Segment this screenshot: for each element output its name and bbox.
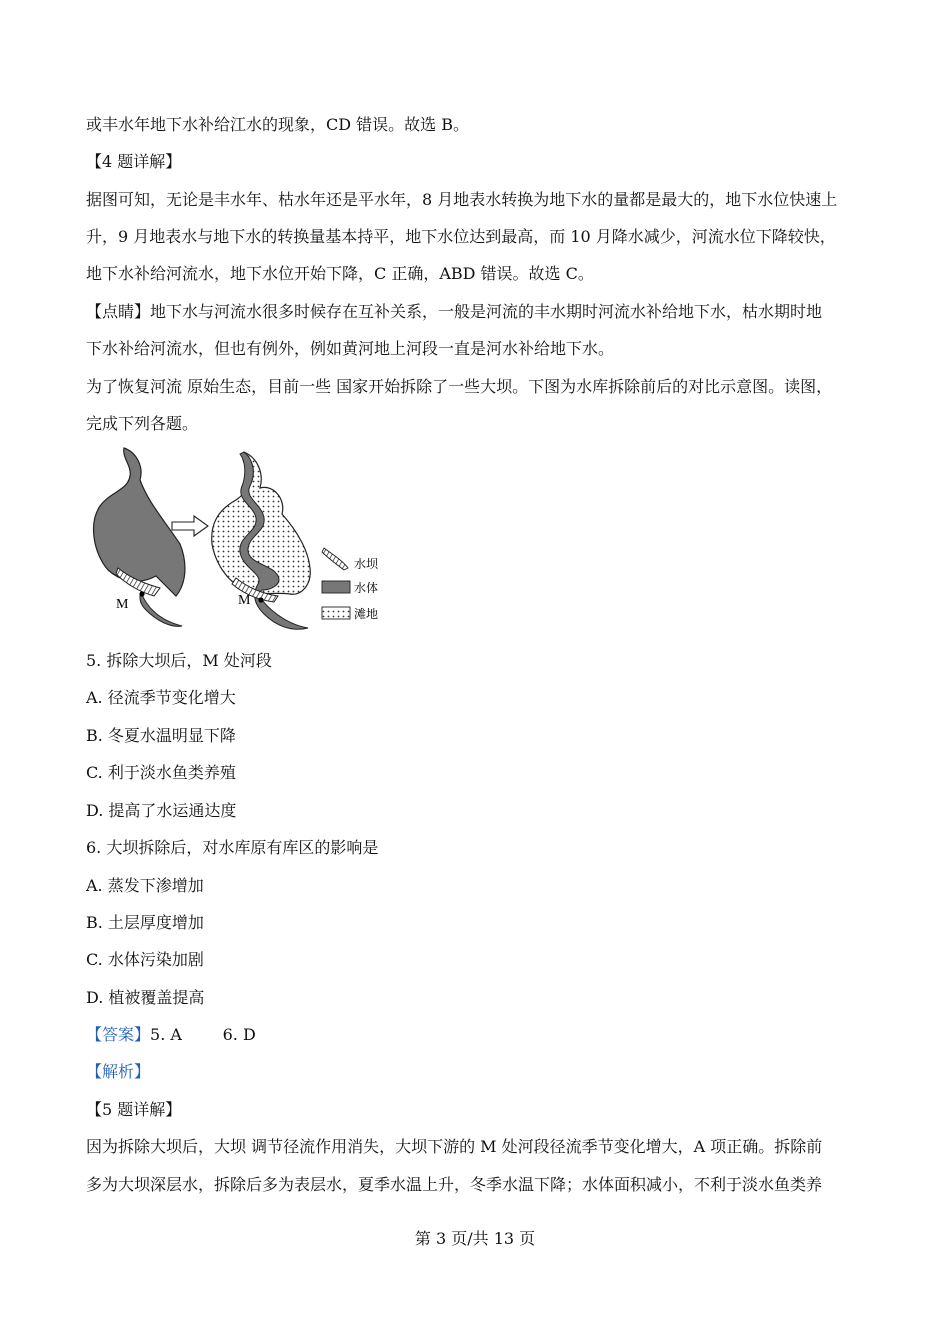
- text-line: 完成下列各题。: [86, 414, 199, 433]
- option-6b: B. 土层厚度增加: [86, 913, 204, 932]
- legend-dam-icon: [322, 548, 348, 570]
- option-5a: A. 径流季节变化增大: [86, 688, 236, 707]
- section-heading: 【5 题详解】: [86, 1100, 182, 1119]
- option-5d: D. 提高了水运通达度: [86, 801, 237, 820]
- tip-line: 【点睛】地下水与河流水很多时候存在互补关系，一般是河流的丰水期时河流水补给地下水，枯水期时地: [86, 302, 823, 321]
- label-m-left: M: [116, 597, 129, 612]
- legend-dam-label: 水坝: [354, 557, 379, 571]
- legend-water-icon: [322, 581, 350, 593]
- answer-line: [86, 1024, 876, 1046]
- option-5c: C. 利于淡水鱼类养殖: [86, 763, 236, 782]
- option-5b: B. 冬夏水温明显下降: [86, 726, 236, 745]
- point-m-left: [139, 591, 144, 596]
- legend-beach-label: 滩地: [354, 607, 379, 621]
- reservoir-water-body: [94, 448, 185, 596]
- text-line: 因为拆除大坝后，大坝 调节径流作用消失，大坝下游的 M 处河段径流季节变化增大，A 项正确。拆除前: [86, 1137, 823, 1156]
- label-m-right: M: [238, 593, 251, 608]
- text-line: 地下水补给河流水，地下水位开始下降，C 正确，ABD 错误。故选 C。: [86, 264, 594, 283]
- analysis-label: 【解析】: [86, 1062, 151, 1081]
- arrow-icon: [172, 516, 208, 536]
- answer-label: 【答案】: [86, 1025, 151, 1044]
- text-line: 多为大坝深层水，拆除后多为表层水，夏季水温上升，冬季水温下降；水体面积减小，不利于淡水鱼类养: [86, 1175, 823, 1194]
- legend-water-label: 水体: [354, 581, 379, 595]
- option-6d: D. 植被覆盖提高: [86, 988, 205, 1007]
- text-line: 升，9 月地表水与地下水的转换量基本持平，地下水位达到最高，而 10 月降水减少，河流水位下降较快，: [86, 227, 836, 246]
- question-6: 6. 大坝拆除后，对水库原有库区的影响是: [86, 838, 379, 857]
- text-line: 下水补给河流水，但也有例外，例如黄河地上河段一直是河水补给地下水。: [86, 339, 615, 358]
- legend-beach-icon: [322, 607, 350, 619]
- answer-text: 5. A 6. D: [150, 1025, 256, 1044]
- page-footer: 第 3 页/共 13 页: [414, 1229, 536, 1248]
- text-line: 或丰水年地下水补给江水的现象，CD 错误。故选 B。: [86, 115, 470, 134]
- dam-diagram-svg: [86, 444, 396, 634]
- question-5: 5. 拆除大坝后，M 处河段: [86, 651, 272, 670]
- outlet-river-left: [140, 592, 182, 626]
- text-line: 为了恢复河流 原始生态，目前一些 国家开始拆除了一些大坝。下图为水库拆除前后的对比示意图。读图，: [86, 377, 833, 396]
- option-6a: A. 蒸发下渗增加: [86, 876, 204, 895]
- section-heading: 【4 题详解】: [86, 152, 182, 171]
- dam-removal-figure: [86, 444, 396, 634]
- point-m-right: [258, 597, 263, 602]
- option-6c: C. 水体污染加剧: [86, 950, 204, 969]
- text-line: 据图可知，无论是丰水年、枯水年还是平水年，8 月地表水转换为地下水的量都是最大的，地下水位快速上: [86, 190, 838, 209]
